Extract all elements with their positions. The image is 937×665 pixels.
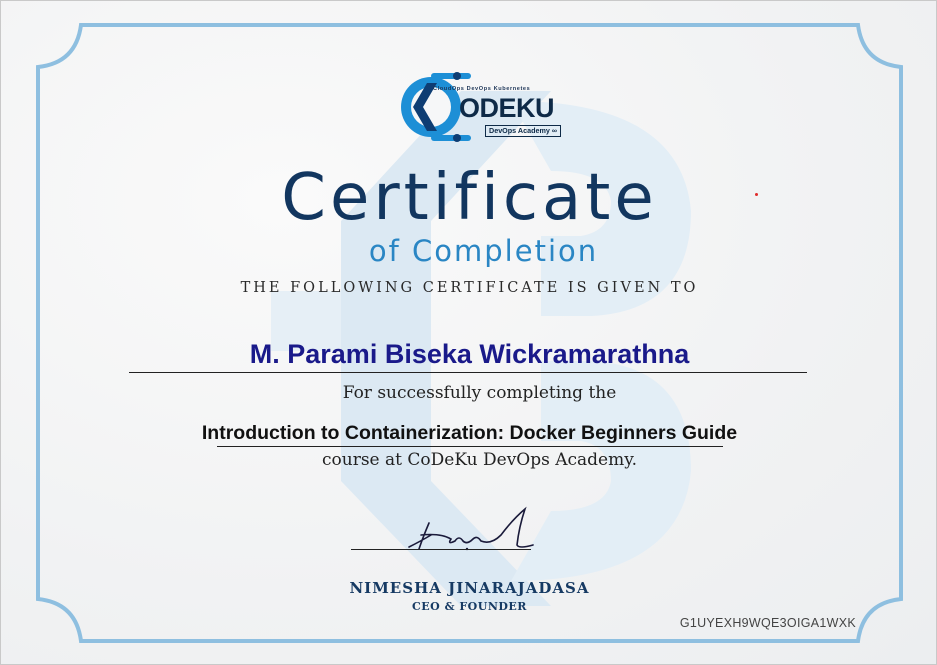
- signature-line: [351, 549, 531, 550]
- course-underline: [217, 446, 723, 447]
- completion-statement: For successfully completing the: [342, 383, 617, 403]
- signature: [401, 505, 541, 555]
- signer-name: NIMESHA JINARAJADASA: [349, 579, 590, 597]
- logo-wordmark: ODEKU: [459, 93, 555, 123]
- logo-tagline: CloudOps DevOps Kubernetes: [433, 86, 531, 92]
- certificate-subtitle: of Completion: [368, 234, 599, 268]
- certificate-id: G1UYEXH9WQE3OIGA1WXK: [679, 616, 856, 630]
- recipient-name: M. Parami Biseka Wickramarathna: [249, 339, 690, 369]
- name-underline: [129, 372, 807, 373]
- logo-subtitle: DevOps Academy ∞: [485, 125, 561, 137]
- given-to-caption: THE FOLLOWING CERTIFICATE IS GIVEN TO: [240, 280, 699, 296]
- course-provider: course at CoDeKu DevOps Academy.: [322, 450, 637, 470]
- signer-role: CEO & FOUNDER: [412, 600, 527, 613]
- certificate-title: Certificate: [281, 161, 658, 235]
- course-title: Introduction to Containerization: Docker Beginners Guide: [201, 422, 738, 444]
